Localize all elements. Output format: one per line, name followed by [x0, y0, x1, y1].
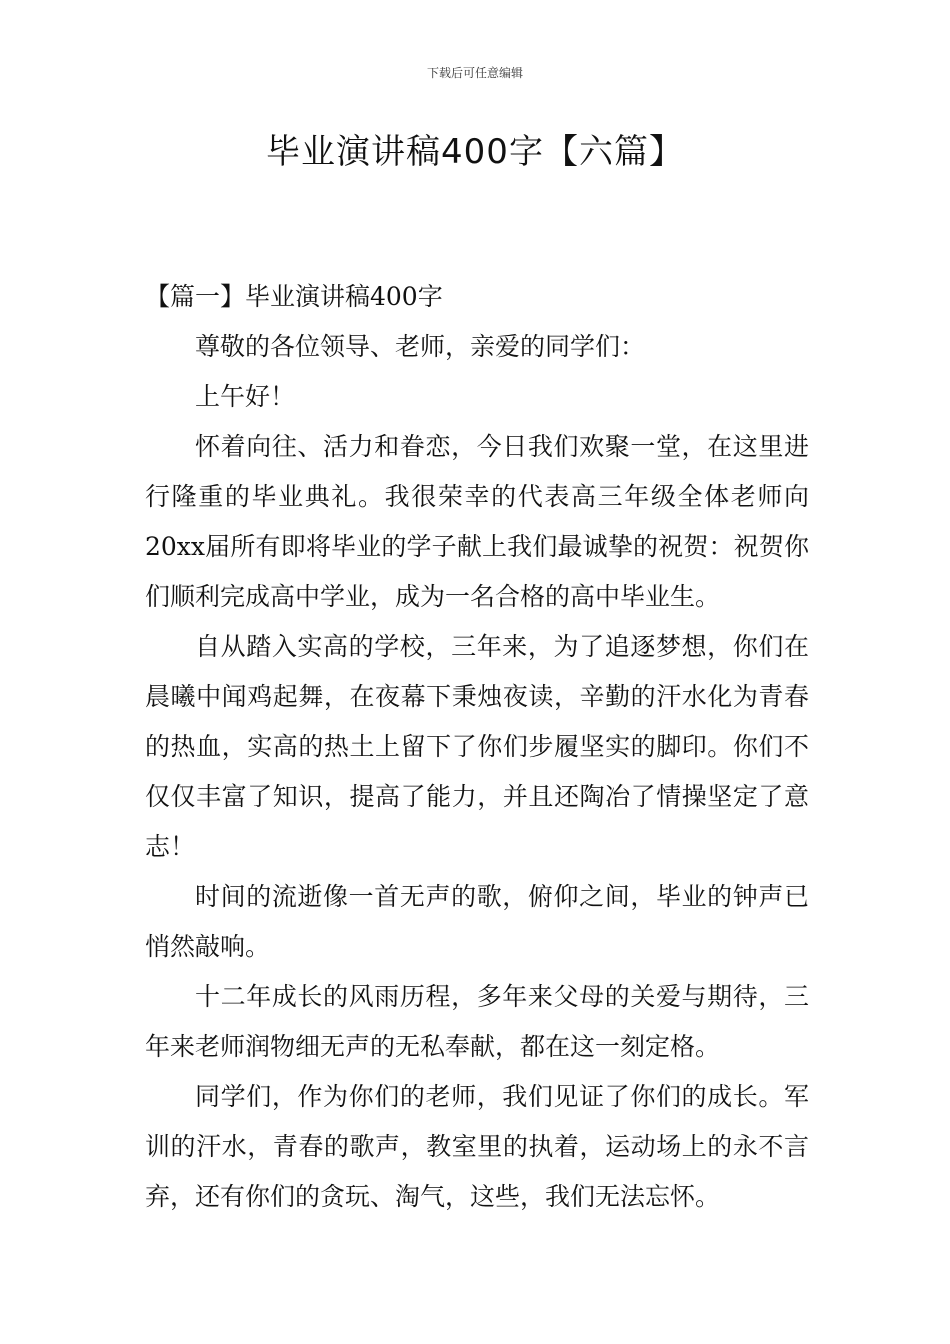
paragraph: 时间的流逝像一首无声的歌，俯仰之间，毕业的钟声已悄然敲响。	[145, 882, 809, 961]
paragraph: 同学们，作为你们的老师，我们见证了你们的成长。军训的汗水，青春的歌声，教室里的执着，运动场上的永不言弃，还有你们的贪玩、淘气，这些，我们无法忘怀。	[145, 1082, 809, 1211]
paragraph: 怀着向往、活力和眷恋，今日我们欢聚一堂，在这里进行隆重的毕业典礼。我很荣幸的代表高三年级全体老师向20xx届所有即将毕业的学子献上我们最诚挚的祝贺：祝贺你们顺利完成高中学业，成为一名合格的高中毕业生。	[145, 432, 809, 611]
paragraph-greeting: 上午好！	[195, 382, 296, 411]
document-title: 毕业演讲稿400字【六篇】	[266, 132, 684, 172]
header-note: 下载后可任意编辑	[426, 66, 523, 80]
section-heading: 【篇一】毕业演讲稿400字	[145, 282, 443, 311]
paragraph: 自从踏入实高的学校，三年来，为了追逐梦想，你们在晨曦中闻鸡起舞，在夜幕下秉烛夜读，辛勤的汗水化为青春的热血，实高的热土上留下了你们步履坚实的脚印。你们不仅仅丰富了知识，提高了能力，并且还陶冶了情操坚定了意志！	[145, 632, 809, 861]
document-body	[145, 272, 809, 1222]
paragraph-salutation: 尊敬的各位领导、老师，亲爱的同学们：	[195, 332, 646, 361]
paragraph: 十二年成长的风雨历程，多年来父母的关爱与期待，三年来老师润物细无声的无私奉献，都在这一刻定格。	[145, 982, 809, 1061]
